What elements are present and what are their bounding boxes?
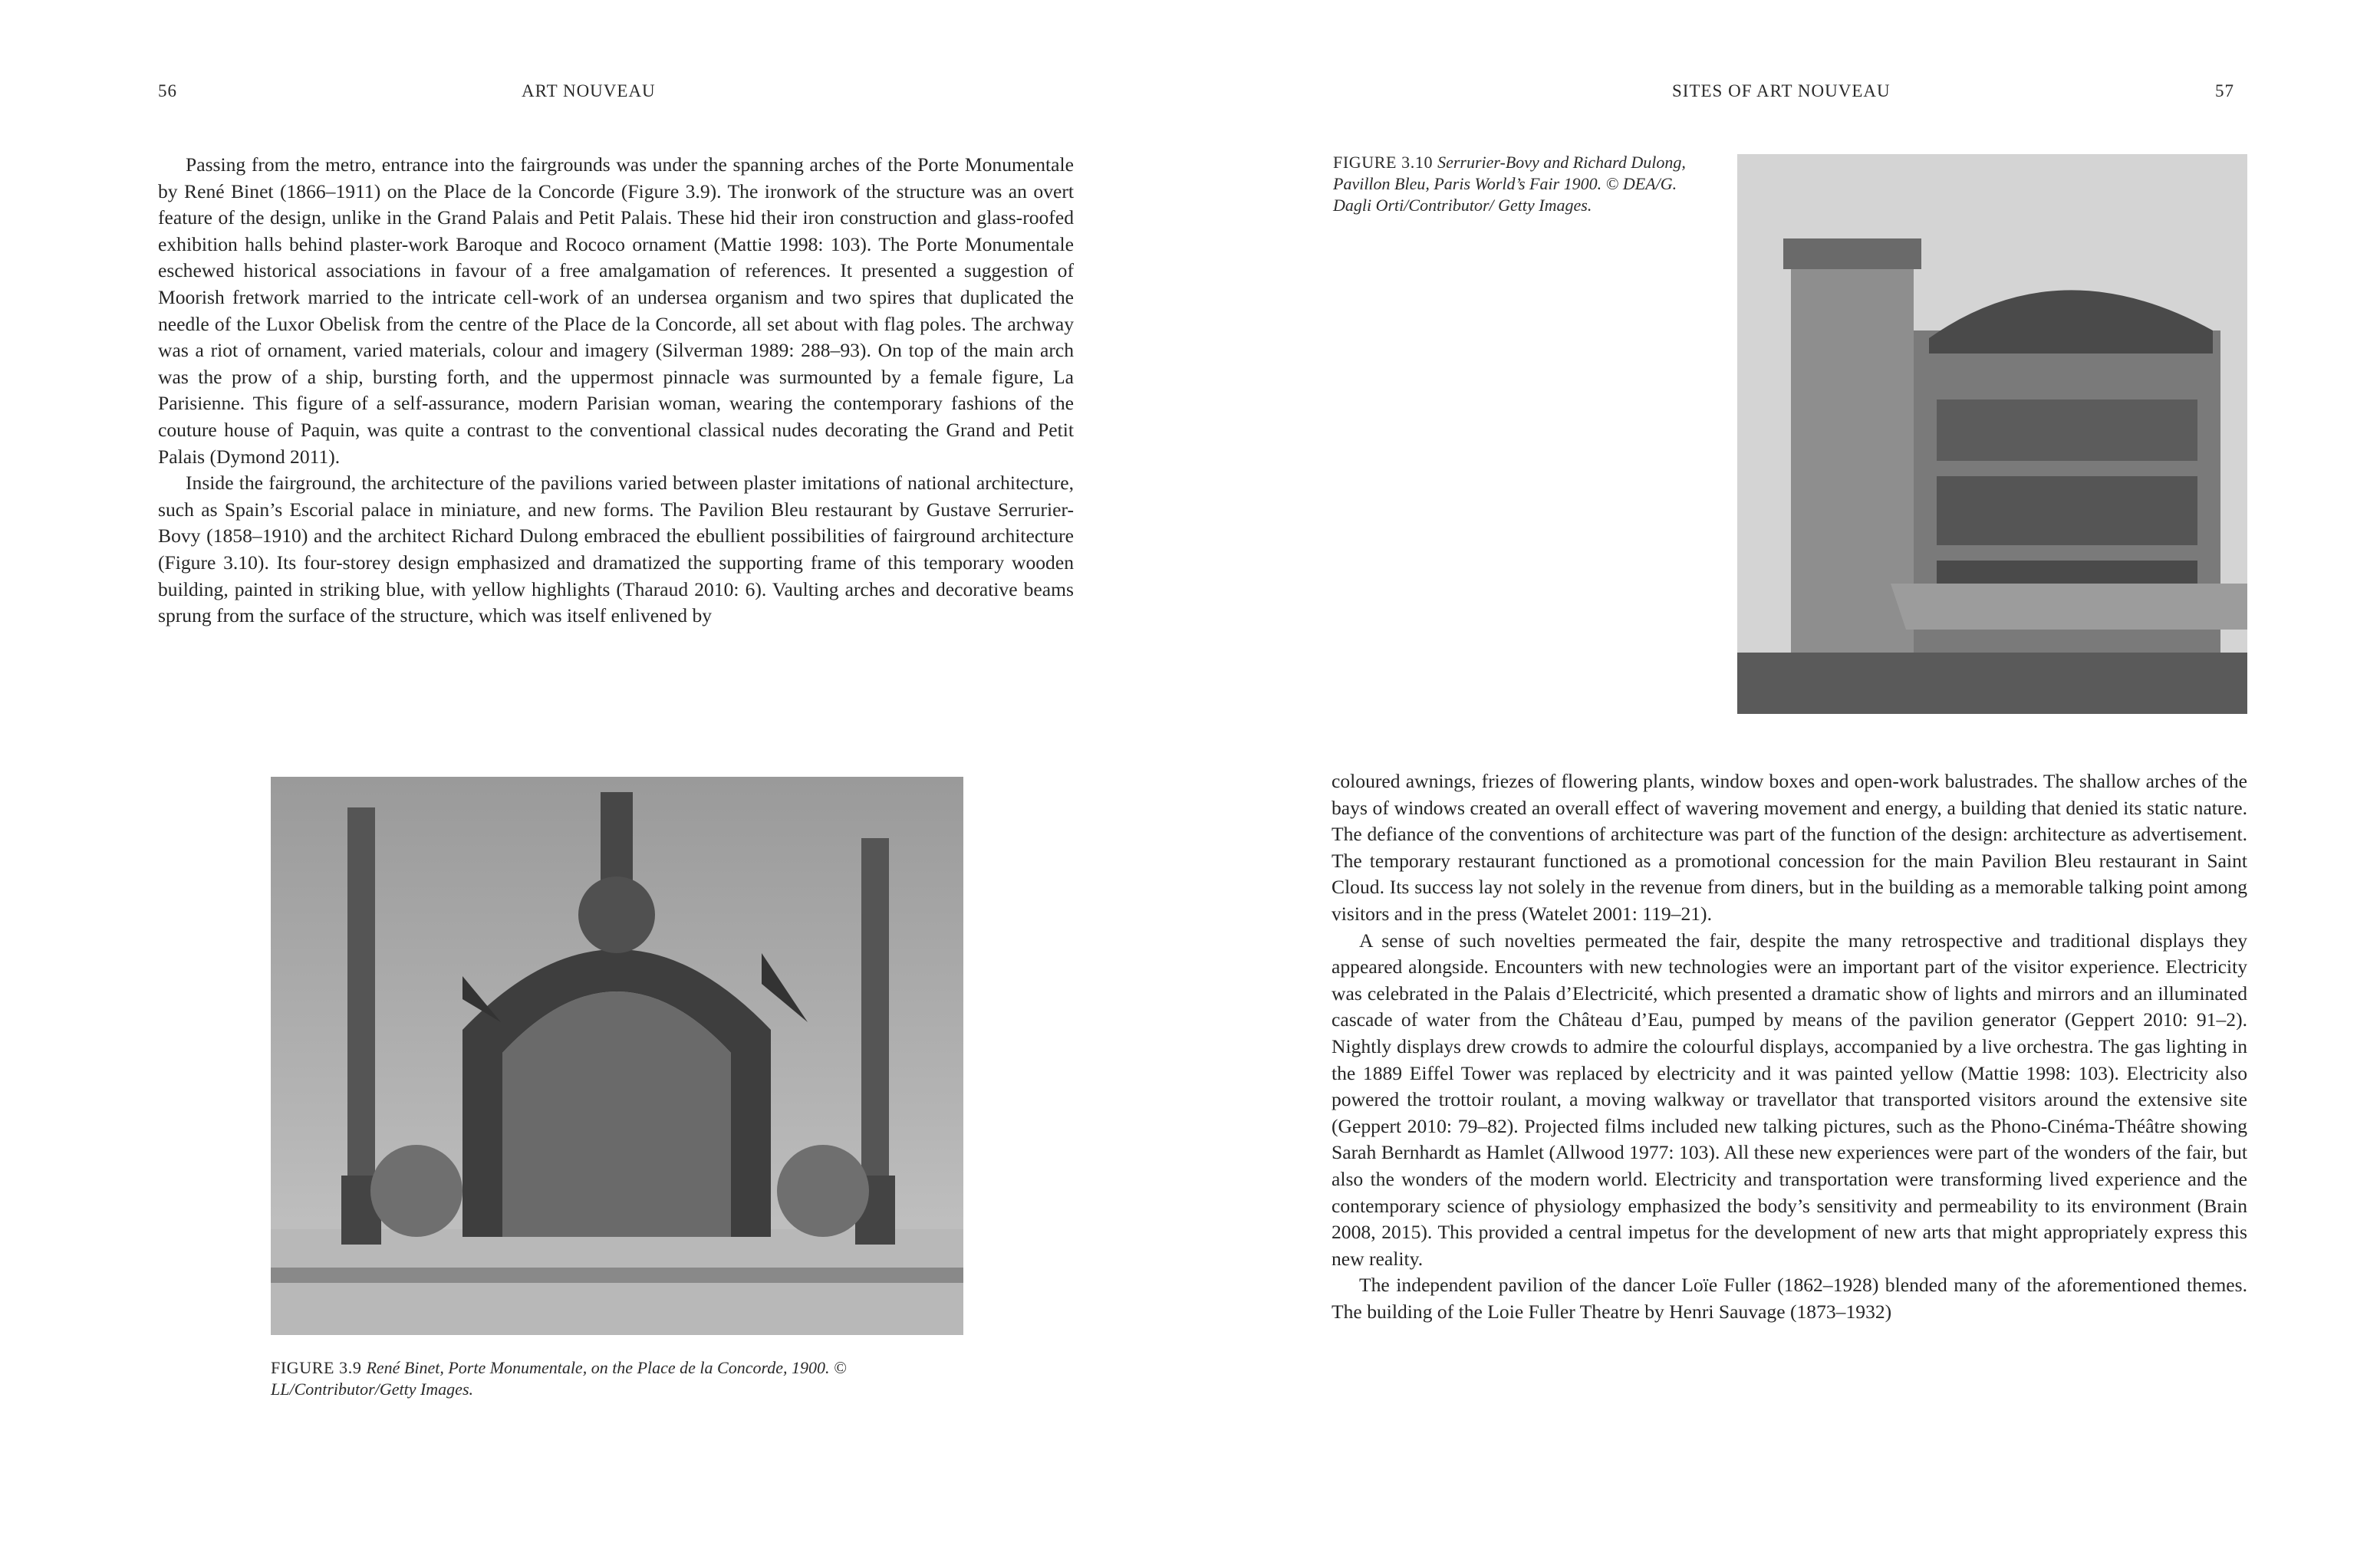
figure-3-10-photo — [1737, 154, 2247, 714]
figure-label: FIGURE 3.9 — [271, 1358, 362, 1377]
figure-caption-text: René Binet, Porte Monumentale, on the Place de la Concorde, 1900. © LL/Contributor/Getty Images. — [271, 1358, 847, 1399]
running-head-right: SITES OF ART NOUVEAU — [1672, 81, 1891, 100]
paragraph: A sense of such novelties permeated the fair, despite the many retrospective and traditional displays they appeared alongside. Encounters with new technologies were an important part of the visitor experience. Electricity was celebrated in the Palais d’Electricité, which presented a dramatic show of lights and mirrors and an illuminated cascade of water from the Château d’Eau, pumped by means of the pavilion generator (Geppert 2010: 91–2). Nightly displays drew crowds to admire the colourful displays, accompanied by a live orchestra. The gas lighting in the 1889 Eiffel Tower was replaced by electricity and it was painted yellow (Mattie 1998: 103). Electricity also powered the trottoir roulant, a moving walkway or travellator that transported visitors around the extensive site (Geppert 2010: 79–82). Projected films included new talking pictures, such as the Phono-Cinéma-Théâtre showing Sarah Bernhardt as Hamlet (Allwood 1977: 103). All these new experiences were part of the wonders of the fair, but also the wonders of the modern world. Electricity and transportation were transforming lived experience and the contemporary science of physiology emphasized the body’s sensitivity and permeability to its environment (Brain 2008, 2015). This provided a central impetus for the development of new arts that might appropriately express this new reality. — [1332, 929, 2247, 1270]
figure-3-10-caption — [1333, 152, 1713, 216]
right-body-text — [1332, 768, 2247, 1325]
figure-3-9-photo — [271, 777, 963, 1335]
page-number-left: 56 — [158, 81, 177, 100]
figure-caption-text: Serrurier-Bovy and Richard Dulong, Pavillon Bleu, Paris World’s Fair 1900. © DEA/G. Dagli Orti/Contributor/ Getty Images. — [1333, 153, 1686, 215]
running-head-left: ART NOUVEAU — [522, 81, 656, 100]
page-number-right: 57 — [2215, 81, 2234, 100]
paragraph: Inside the fairground, the architecture of the pavilions varied between plaster imitations of national architecture, such as Spain’s Escorial palace in miniature, and new forms. The Pavilion Bleu restaurant by Gustave Serrurier-Bovy (1858–1910) and the architect Richard Dulong embraced the ebullient possibilities of fairground architecture (Figure 3.10). Its four-storey design emphasized and dramatized the supporting frame of this temporary wooden building, painted in striking blue, with yellow highlights (Tharaud 2010: 6). Vaulting arches and decorative beams sprung from the surface of the structure, which was itself enlivened by — [158, 472, 1074, 627]
figure-label: FIGURE 3.10 — [1333, 153, 1434, 172]
paragraph: The independent pavilion of the dancer Loïe Fuller (1862–1928) blended many of the aforementioned themes. The building of the Loie Fuller Theatre by Henri Sauvage (1873–1932) — [1332, 1274, 2247, 1323]
paragraph: Passing from the metro, entrance into the fairgrounds was under the spanning arches of the Porte Monumentale by René Binet (1866–1911) on the Place de la Concorde (Figure 3.9). The ironwork of the structure was an overt feature of the design, unlike in the Grand Palais and Petit Palais. These hid their iron construction and glass-roofed exhibition halls behind plaster-work Baroque and Rococo ornament (Mattie 1998: 103). The Porte Monumentale eschewed historical associations in favour of a free amalgamation of references. It presented a suggestion of Moorish fretwork married to the intricate cell-work of an undersea organism and two spires that duplicated the needle of the Luxor Obelisk from the centre of the Place de la Concorde, all set about with flag poles. The archway was a riot of ornament, varied materials, colour and imagery (Silverman 1989: 288–93). On top of the main arch was the prow of a ship, bursting forth, and the uppermost pinnacle was surmounted by a female figure, La Parisienne. This figure of a self-assurance, modern Parisian woman, wearing the contemporary fashions of the couture house of Paquin, was quite a contrast to the conventional classical nudes decorating the Grand and Petit Palais (Dymond 2011). — [158, 153, 1074, 468]
figure-3-9-caption — [271, 1357, 966, 1400]
paragraph: coloured awnings, friezes of flowering plants, window boxes and open-work balustrades. The shallow arches of the bays of windows created an overall effect of wavering movement and energy, a building that denied its static nature. The defiance of the conventions of architecture was part of the function of the design: architecture as advertisement. The temporary restaurant functioned as a promotional concession for the main Pavilion Bleu restaurant in Saint Cloud. Its success lay not solely in the revenue from diners, but in the building as a memorable talking point among visitors and in the press (Watelet 2001: 119–21). — [1332, 770, 2247, 925]
left-body-text — [158, 152, 1074, 630]
